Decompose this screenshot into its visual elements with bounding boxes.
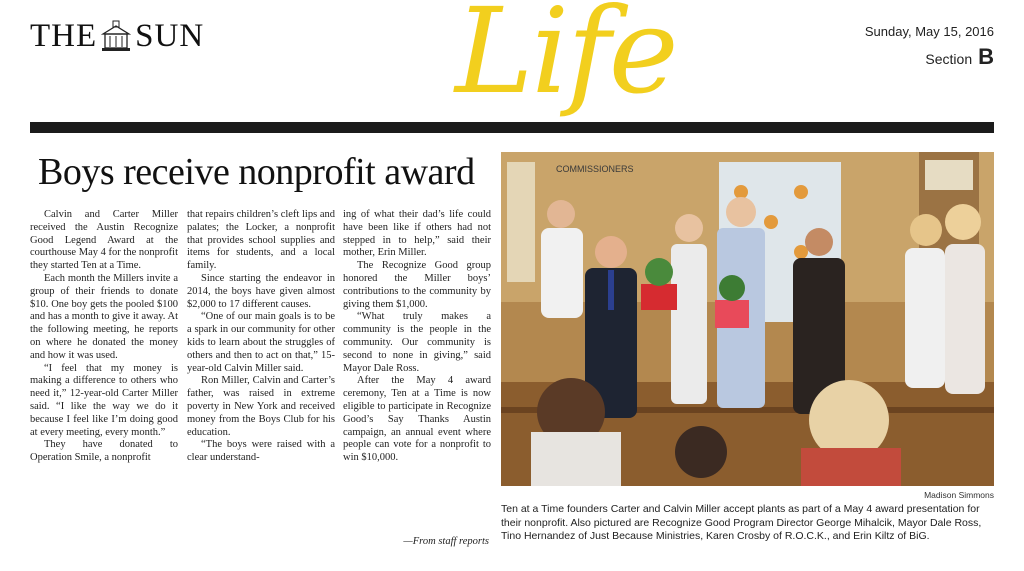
paragraph: Since starting the endeavor in 2014, the boys have given almost $2,000 to 17 different causes. <box>187 272 335 310</box>
paragraph: “I feel that my money is making a difference to others who need it,” 12-year-old Carter Miller said. “I like the way we do it because I feel like I’m doing good at every meeting, every month.” <box>30 362 178 438</box>
paragraph: After the May 4 award ceremony, Ten at a Time is now eligible to participate in Recognize Good’s Say Thanks Austin campaign, an annual event where people can vote for a nonprofit to win $10,000. <box>343 375 491 464</box>
section-indicator <box>925 44 994 70</box>
paragraph: Ron Miller, Calvin and Carter’s father, was raised in extreme poverty in New York and received money from the Boys Club for his education. <box>187 375 335 438</box>
article-headline: Boys receive nonprofit award <box>38 151 475 193</box>
section-letter: B <box>978 44 994 69</box>
paragraph: Each month the Millers invite a group of their friends to donate $10. One boy gets the pooled $100 and has a month to give it away. At the following meeting, he reports on where he donated the money and how it was used. <box>30 272 178 361</box>
paragraph: that repairs children’s cleft lips and palates; the Locker, a nonprofit that provides school supplies and items for students, and a local family. <box>187 209 335 272</box>
photo-credit: Madison Simmons <box>924 490 994 500</box>
section-label: Section <box>925 51 973 67</box>
newspaper-masthead <box>30 18 204 55</box>
article-signature: —From staff reports <box>403 536 489 547</box>
paragraph: They have donated to Operation Smile, a nonprofit <box>30 439 178 464</box>
masthead-the: THE <box>30 18 98 54</box>
paragraph: “What truly makes a community is the people in the community. Our community is second to none in giving,” said Mayor Dale Ross. <box>343 311 491 374</box>
masthead-sun: SUN <box>135 18 205 54</box>
paragraph: The Recognize Good group honored the Miller boys’ contributions to the community by giving them $1,000. <box>343 260 491 310</box>
paragraph: “The boys were raised with a clear understand- <box>187 439 335 464</box>
masthead-rule <box>30 122 994 133</box>
article-column-2 <box>187 209 335 465</box>
article-column-3 <box>343 209 491 465</box>
photo-caption: Ten at a Time founders Carter and Calvin Miller accept plants as part of a May 4 award presentation for their nonprofit. Also pictured are Recognize Good Program Director George Mihalcik, Mayor Dale Ross, Tino Hernandez of Just Because Ministries, Karen Crosby of R.O.C.K., and Erin Kiltz of BiG. <box>501 503 982 542</box>
section-name-script: Life <box>455 0 677 120</box>
wall-sign: COMMISSIONERS <box>556 164 634 174</box>
paragraph: Calvin and Carter Miller received the Austin Recognize Good Legend Award at the courthouse May 4 for the nonprofit they started Ten at a Time. <box>30 209 178 272</box>
ceremony-photo-illustration <box>501 152 994 486</box>
article-photo <box>501 152 994 486</box>
paragraph: “One of our main goals is to be a spark in our community for other kids to learn about the struggles of others and then to act on that,” 15-year-old Calvin Miller said. <box>187 311 335 374</box>
issue-date: Sunday, May 15, 2016 <box>864 24 994 39</box>
courthouse-seal-icon <box>101 20 131 54</box>
article-column-1 <box>30 209 178 465</box>
paragraph: ing of what their dad’s life could have been like if others had not stepped in to help,” said their mother, Erin Miller. <box>343 209 491 259</box>
